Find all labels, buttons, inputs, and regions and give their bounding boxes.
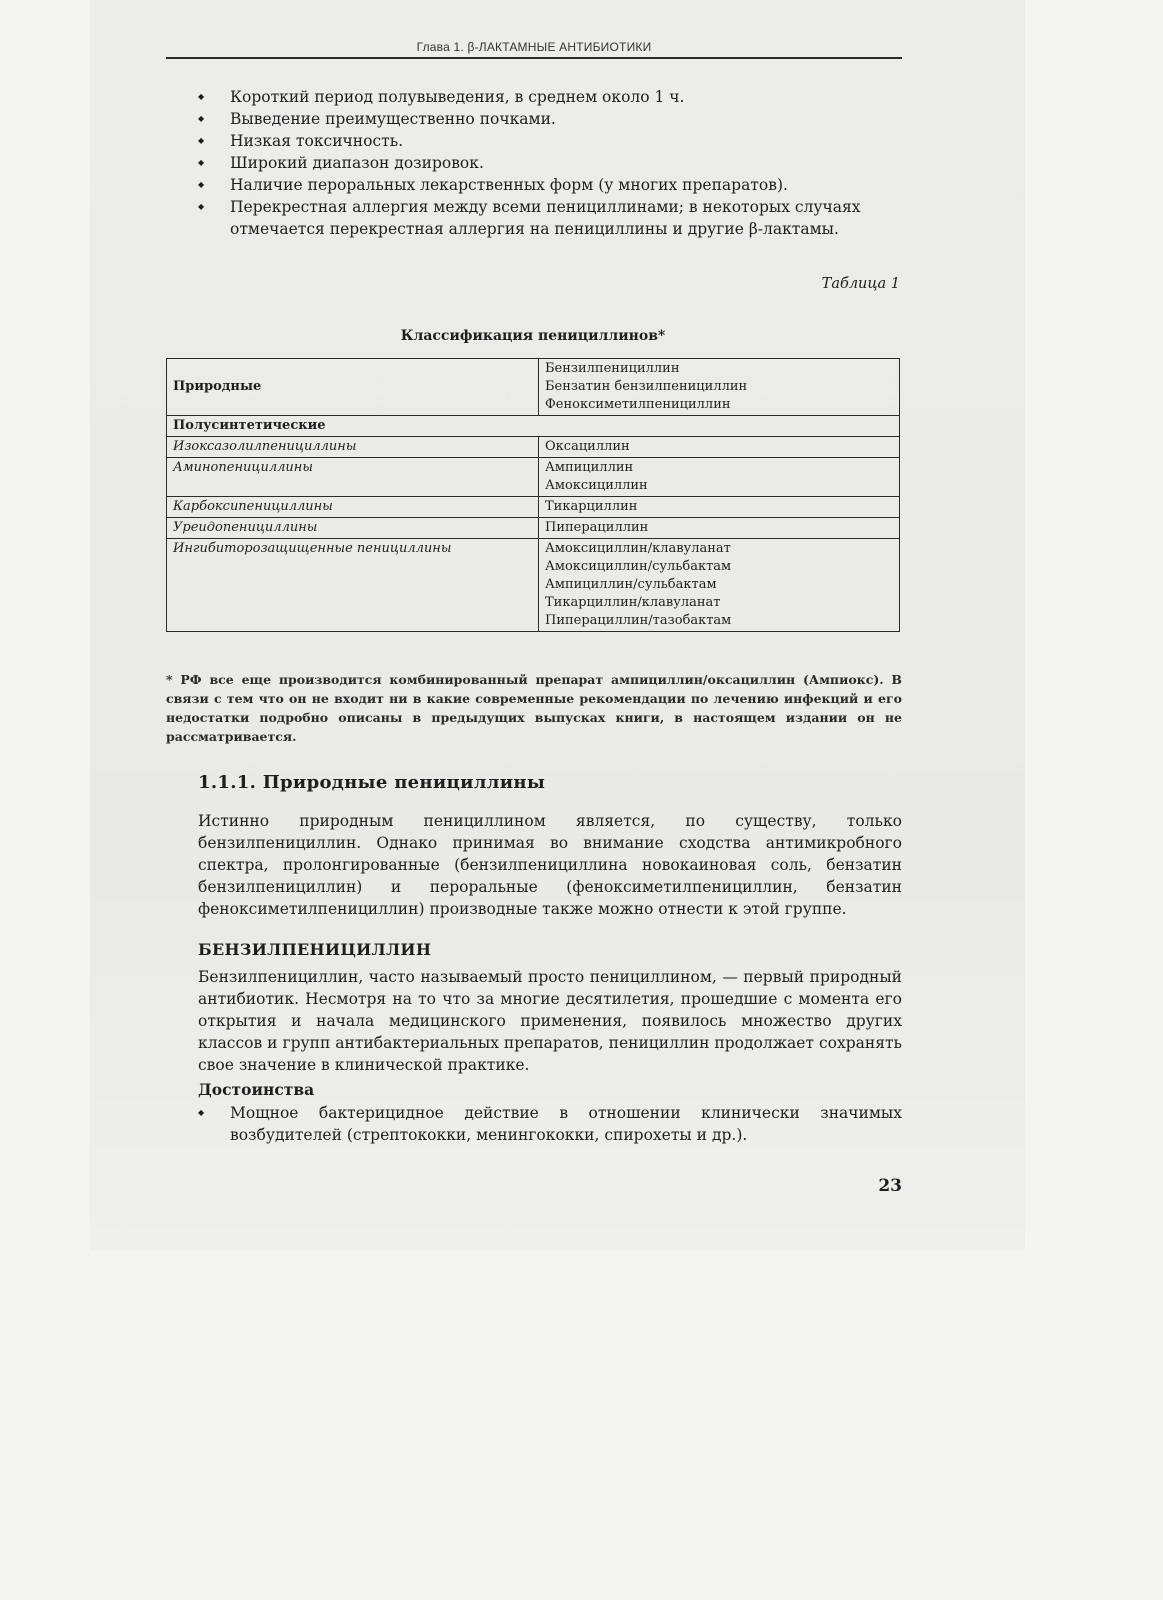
table-row [167, 518, 900, 539]
table-number-label: Таблица 1 [821, 276, 900, 292]
section-heading: 1.1.1. Природные пенициллины [198, 772, 546, 793]
list-item: ◆ Мощное бактерицидное действие в отношении клинически значимых возбудителей (стрептококки, менингококки, спирохеты и др.). [198, 1102, 902, 1146]
drug-name: Бензилпенициллин [545, 361, 680, 376]
table-row [167, 437, 900, 458]
drug-name: Бензатин бензилпенициллин [545, 379, 748, 394]
drug-heading: БЕНЗИЛПЕНИЦИЛЛИН [198, 940, 432, 959]
running-header: Глава 1. β-ЛАКТАМНЫЕ АНТИБИОТИКИ [166, 40, 902, 59]
drug-name: Ампициллин/сульбактам [545, 577, 717, 592]
list-item: ◆ Низкая токсичность. [198, 130, 902, 152]
table-cell-group: Природные [167, 359, 539, 416]
table-cell-drugs [539, 458, 900, 497]
drug-name: Оксациллин [545, 439, 630, 454]
drug-name: Амоксициллин/клавуланат [545, 541, 731, 556]
list-item: ◆ Выведение преимущественно почками. [198, 108, 902, 130]
list-item: ◆ Наличие пероральных лекарственных форм (у многих препаратов). [198, 174, 902, 196]
drug-name: Тикарциллин/клавуланат [545, 595, 721, 610]
advantages-heading: Достоинства [198, 1080, 315, 1099]
advantages-list [198, 1102, 902, 1146]
list-item: ◆ Короткий период полувыведения, в среднем около 1 ч. [198, 86, 902, 108]
table-footnote: * РФ все еще производится комбинированный препарат ампициллин/оксациллин (Ампиокс). В связи с тем что он не входит ни в какие современные рекомендации по лечению инфекций и его недостатки подробно описаны в предыдущих выпусках книги, в настоящем издании он не рассматривается. [166, 672, 902, 744]
table-row [167, 497, 900, 518]
table-cell-group: Карбоксипенициллины [167, 497, 539, 518]
table-row [167, 359, 900, 416]
drug-name: Ампициллин [545, 460, 634, 475]
table-row [167, 539, 900, 632]
drug-name: Амоксициллин [545, 478, 648, 493]
drug-name: Феноксиметилпенициллин [545, 397, 731, 412]
drug-name: Тикарциллин [545, 499, 638, 514]
drug-paragraph: Бензилпенициллин, часто называемый просто пенициллином, — первый природный антибиотик. Несмотря на то что за многие десятилетия, прошедшие с момента его открытия и начала медицинского применения, появилось множество других классов и групп антибактериальных препаратов, пенициллин продолжает сохранять свое значение в клинической практике. [198, 968, 902, 1074]
table-cell-drugs [539, 359, 900, 416]
table-cell-group: Аминопенициллины [167, 458, 539, 497]
drug-name: Пиперациллин [545, 520, 649, 535]
table-row [167, 458, 900, 497]
drug-name: Амоксициллин/сульбактам [545, 559, 732, 574]
properties-list [198, 86, 902, 240]
table-cell-group: Уреидопенициллины [167, 518, 539, 539]
drug-name: Пиперациллин/тазобактам [545, 613, 732, 628]
table-row [167, 416, 900, 437]
list-item: ◆ Перекрестная аллергия между всеми пенициллинами; в некоторых случаях отмечается перекрестная аллергия на пенициллины и другие β-лактамы. [198, 196, 902, 240]
table-cell-group: Ингибиторозащищенные пенициллины [167, 539, 539, 632]
section-paragraph: Истинно природным пенициллином является, по существу, только бензилпенициллин. Однако принимая во внимание сходства антимикробного спектра, пролонгированные (бензилпенициллина новокаиновая соль, бензатин бензилпенициллин) и пероральные (феноксиметилпенициллин, бензатин феноксиметилпенициллин) производные также можно отнести к этой группе. [198, 812, 902, 918]
table-cell-drugs [539, 497, 900, 518]
table-cell-group: Изоксазолилпенициллины [167, 437, 539, 458]
table-caption: Классификация пенициллинов* [400, 328, 666, 344]
list-item: ◆ Широкий диапазон дозировок. [198, 152, 902, 174]
penicillin-classification-table [166, 358, 900, 632]
table-cell-drugs [539, 539, 900, 632]
table-cell-drugs [539, 518, 900, 539]
table-cell-group: Полусинтетические [167, 416, 900, 437]
table-cell-drugs [539, 437, 900, 458]
page-number: 23 [878, 1176, 902, 1196]
